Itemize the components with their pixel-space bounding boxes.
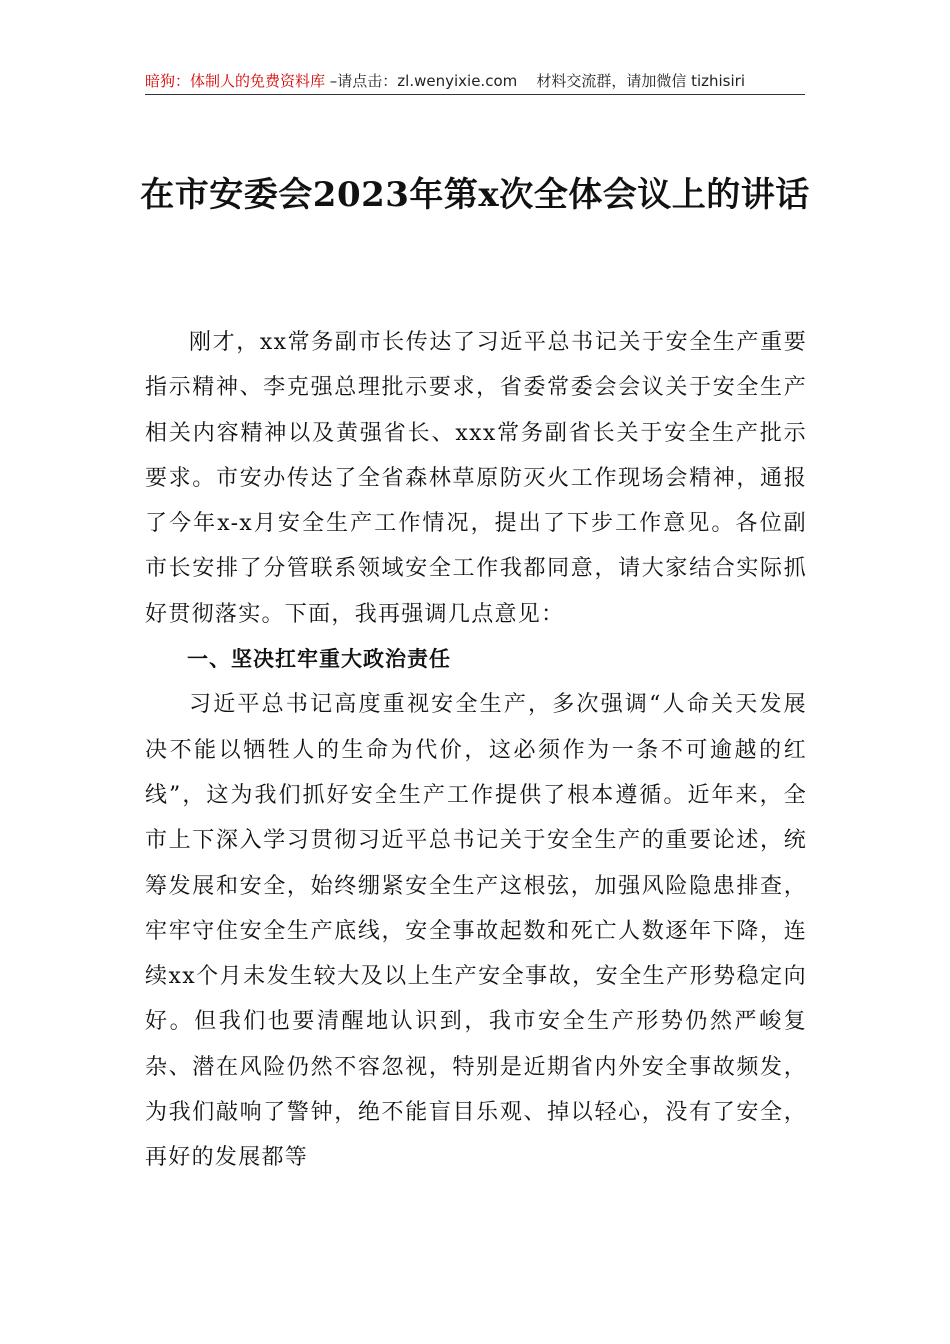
document-body — [145, 320, 807, 1181]
header-url-link[interactable]: zl.wenyixie.com — [397, 72, 518, 90]
document-title: 在市安委会2023年第x次全体会议上的讲话 — [140, 175, 810, 215]
header-prompt: –请点击： — [325, 72, 398, 90]
intro-paragraph: 刚才，xx常务副市长传达了习近平总书记关于安全生产重要指示精神、李克强总理批示要求，省委常委会会议关于安全生产相关内容精神以及黄强省长、xxx常务副省长关于安全生产批示要求。市安办传达了全省森林草原防灭火工作现场会精神，通报了今年x-x月安全生产工作情况，提出了下步工作意见。各位副市长安排了分管联系领域安全工作我都同意，请大家结合实际抓好贯彻落实。下面，我再强调几点意见： — [145, 330, 807, 627]
header-divider — [145, 94, 805, 95]
header-group-note: 材料交流群，请加微信 tizhisiri — [536, 72, 745, 90]
section-paragraph: 习近平总书记高度重视安全生产，多次强调“人命关天发展决不能以牺牲人的生命为代价，这必须作为一条不可逾越的红线”，这为我们抓好安全生产工作提供了根本遵循。近年来，全市上下深入学习贯彻习近平总书记关于安全生产的重要论述，统筹发展和安全，始终绷紧安全生产这根弦，加强风险隐患排查，牢牢守住安全生产底线，安全事故起数和死亡人数逐年下降，连续xx个月未发生较大及以上生产安全事故，安全生产形势稳定向好。但我们也要清醒地认识到，我市安全生产形势仍然严峻复杂、潜在风险仍然不容忽视，特别是近期省内外安全事故频发，为我们敲响了警钟，绝不能盲目乐观、掉以轻心，没有了安全，再好的发展都等 — [145, 692, 807, 1171]
header-site-name: 暗狗：体制人的免费资料库 — [145, 72, 326, 90]
section-heading: 一、坚决扛牢重大政治责任 — [187, 647, 451, 672]
document-header — [145, 70, 805, 94]
